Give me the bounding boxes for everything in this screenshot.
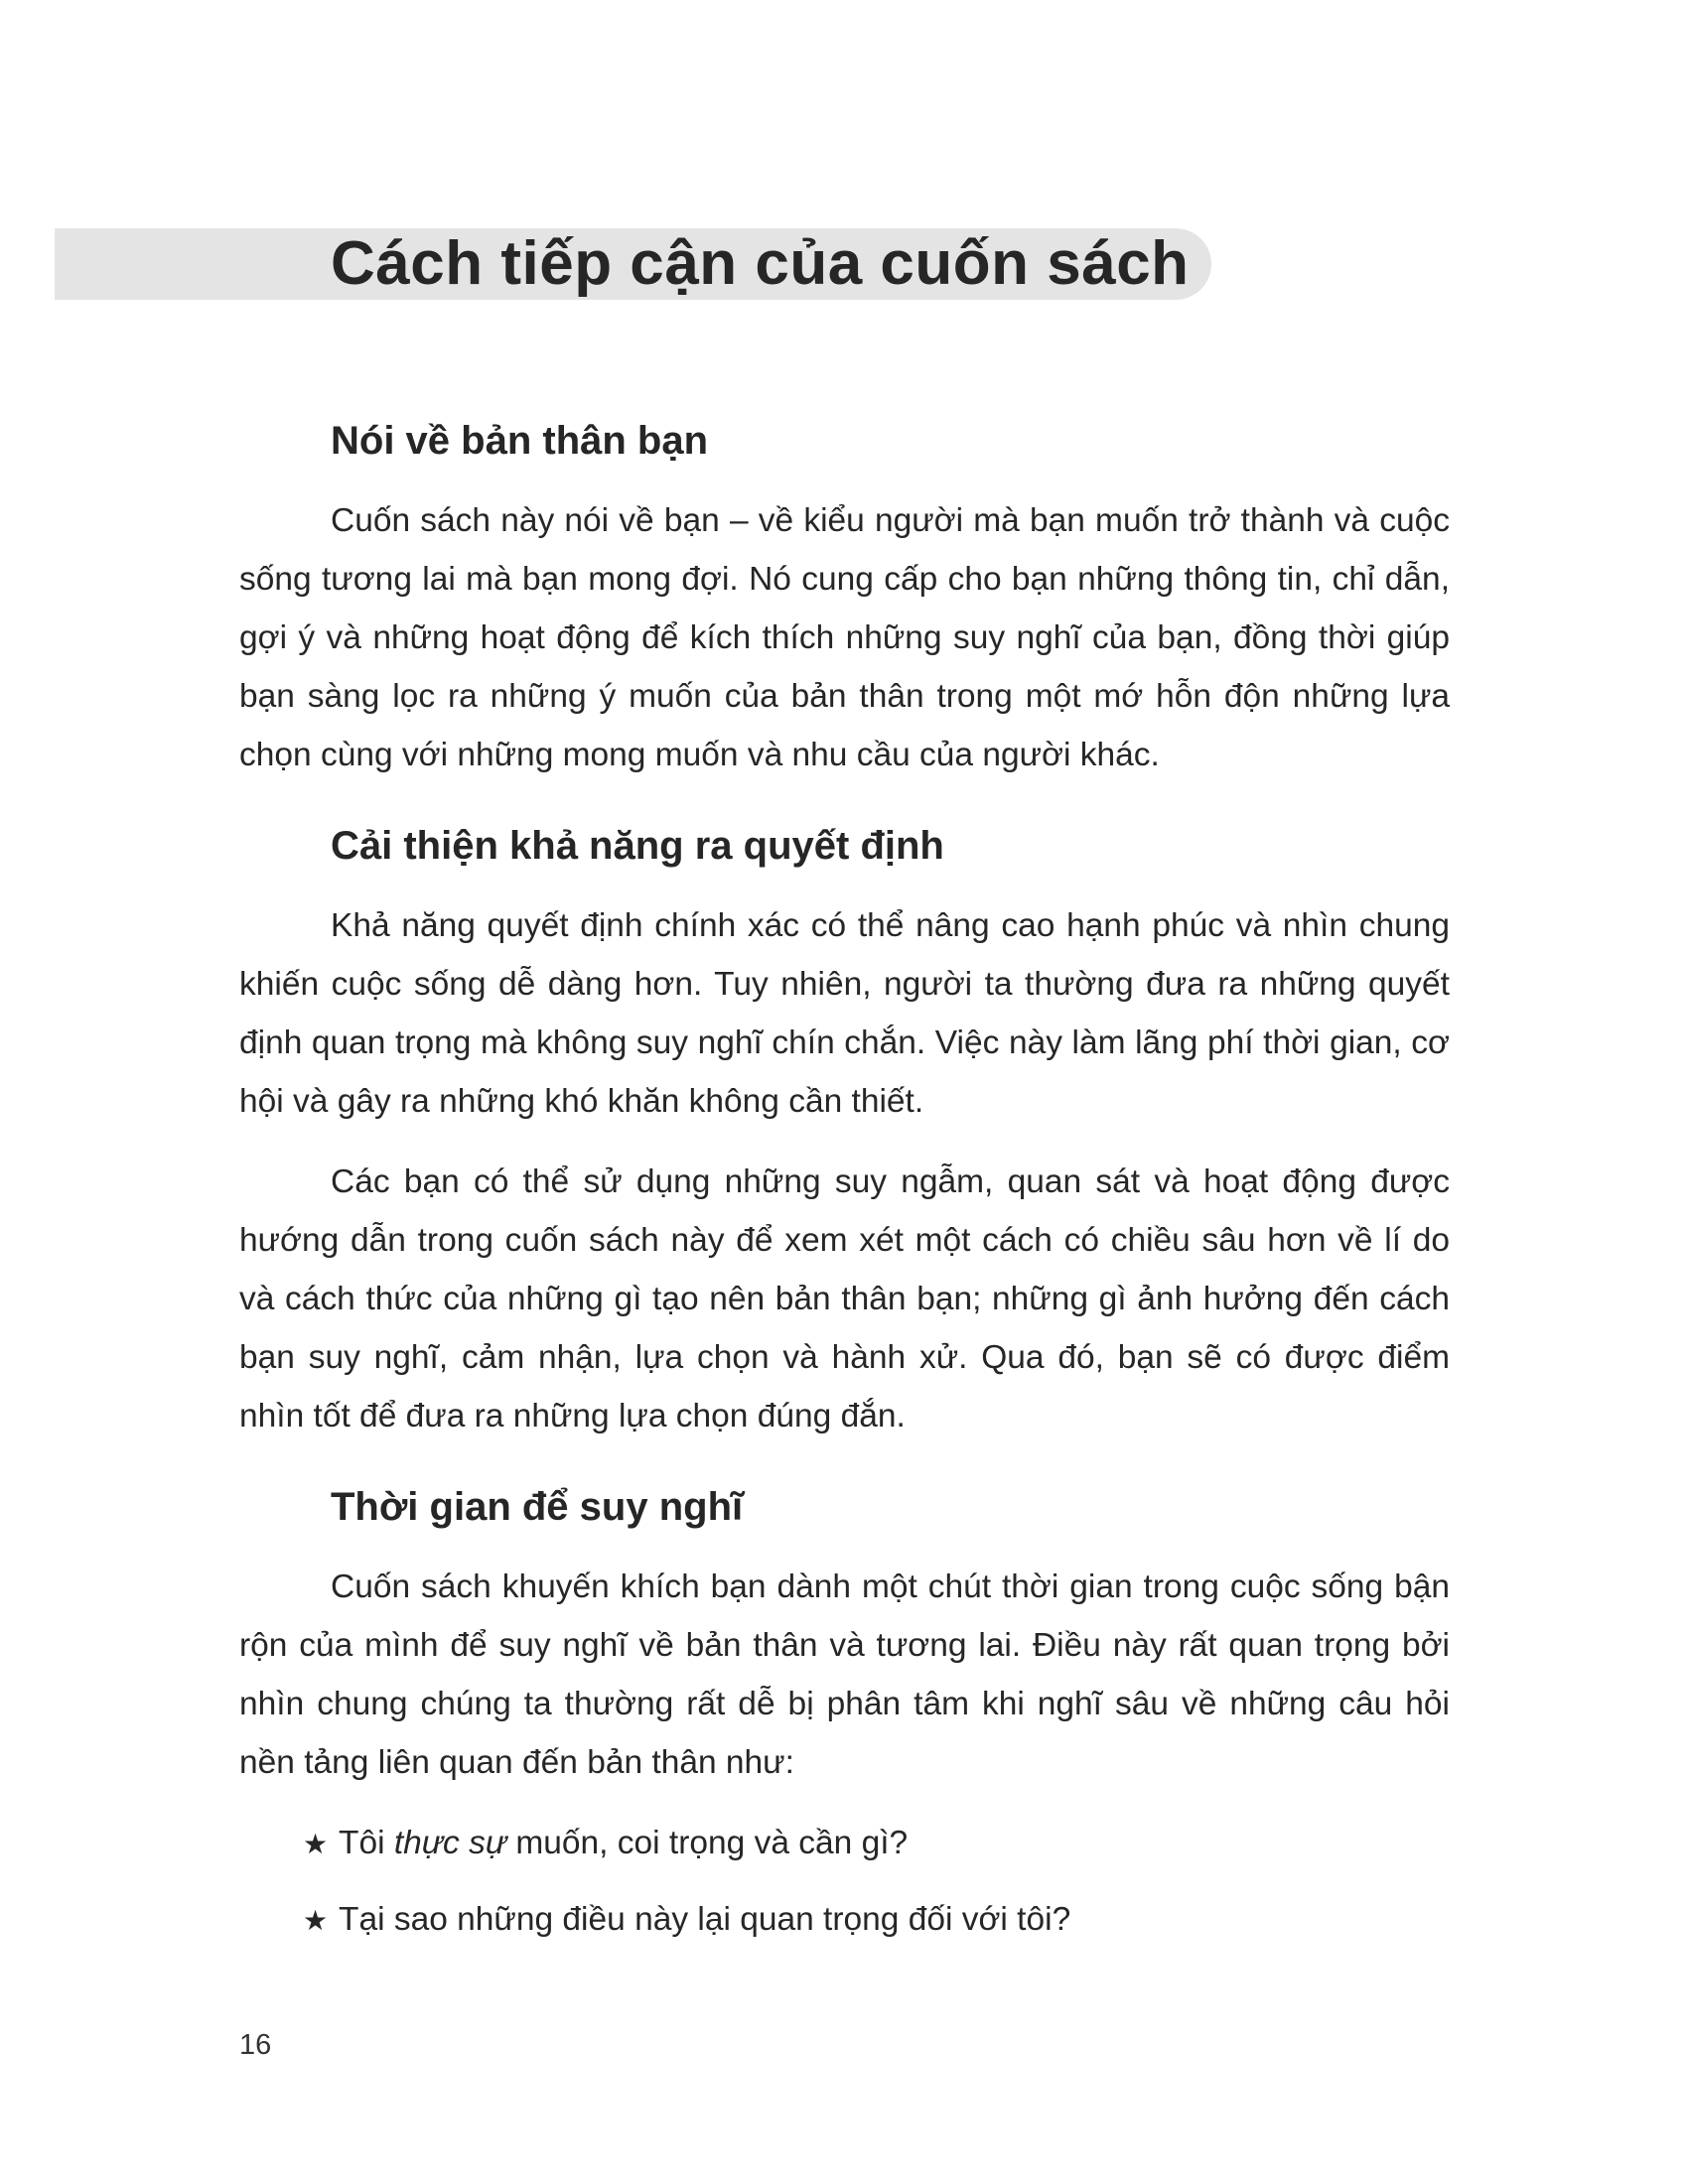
star-bullet-icon: ★	[303, 1829, 329, 1859]
section-heading-time-to-think: Thời gian để suy nghĩ	[331, 1485, 744, 1529]
paragraph-decision-making-1: Khả năng quyết định chính xác có thể nâng cao hạnh phúc và nhìn chung khiến cuộc sống dễ dàng hơn. Tuy nhiên, người ta thường đưa ra những quyết định quan trọng mà không suy nghĩ chín chắn. Việc này làm lãng phí thời gian, cơ hội và gây ra những khó khăn không cần thiết.	[239, 907, 1450, 1120]
paragraph-decision-making-2: Các bạn có thể sử dụng những suy ngẫm, quan sát và hoạt động được hướng dẫn trong cuốn sách này để xem xét một cách có chiều sâu hơn về lí do và cách thức của những gì tạo nên bản thân bạn; những gì ảnh hưởng đến cách bạn suy nghĩ, cảm nhận, lựa chọn và hành xử. Qua đó, bạn sẽ có được điểm nhìn tốt để đưa ra những lựa chọn đúng đắn.	[239, 1163, 1450, 1434]
bullet-item	[303, 1814, 908, 1873]
bullet-text-after: muốn, coi trọng và cần gì?	[506, 1825, 909, 1861]
bullet-text: Tại sao những điều này lại quan trọng đối với tôi?	[339, 1901, 1071, 1938]
bullet-item	[303, 1890, 1070, 1950]
page-number: 16	[239, 2029, 272, 2061]
paragraph-about-you: Cuốn sách này nói về bạn – về kiểu người mà bạn muốn trở thành và cuộc sống tương lai mà bạn mong đợi. Nó cung cấp cho bạn những thông tin, chỉ dẫn, gợi ý và những hoạt động để kích thích những suy nghĩ của bạn, đồng thời giúp bạn sàng lọc ra những ý muốn của bản thân trong một mớ hỗn độn những lựa chọn cùng với những mong muốn và nhu cầu của người khác.	[239, 502, 1450, 773]
section-heading-about-you: Nói về bản thân bạn	[331, 419, 709, 463]
paragraph-time-to-think: Cuốn sách khuyến khích bạn dành một chút thời gian trong cuộc sống bận rộn của mình để suy nghĩ về bản thân và tương lai. Điều này rất quan trọng bởi nhìn chung chúng ta thường rất dễ bị phân tâm khi nghĩ sâu về những câu hỏi nền tảng liên quan đến bản thân như:	[239, 1569, 1450, 1781]
bullet-text-emphasis: thực sự	[393, 1825, 507, 1861]
star-bullet-icon: ★	[303, 1905, 329, 1936]
chapter-title: Cách tiếp cận của cuốn sách	[331, 229, 1190, 298]
bullet-text-before: Tôi	[339, 1825, 394, 1861]
section-heading-decision-making: Cải thiện khả năng ra quyết định	[331, 824, 944, 868]
